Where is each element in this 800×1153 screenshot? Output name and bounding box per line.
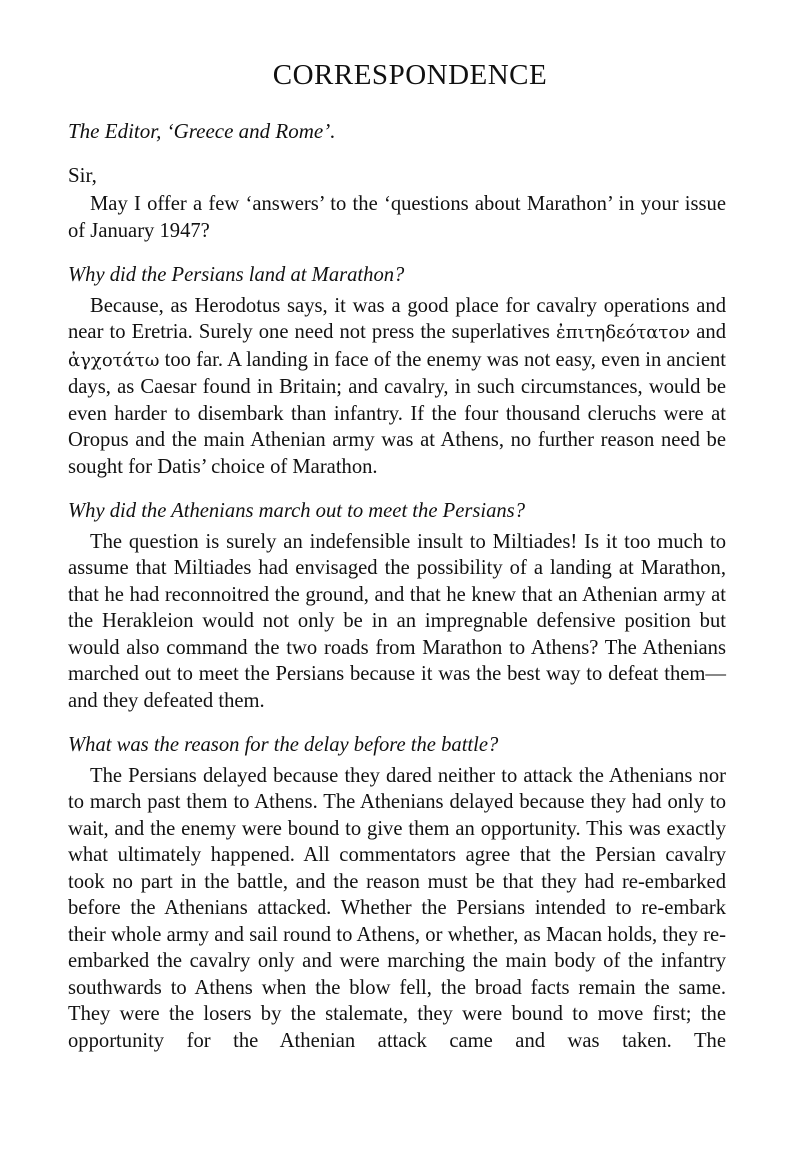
answer-paragraph-3: The Persians delayed because they dared neither to attack the Athenians nor to march past them to Athens. The Athenians delayed because they had only to wait, and the enemy were bound to give them an opportunity. This was exactly what ultimately happened. All commentators agree that the Persian cavalry took no part in the battle, and the reason must be that they had re-embarked before the Athenians attacked. Whether the Persians intended to re-embark their whole army and sail round to Athens, or whether, as Macan holds, they re-embarked the cavalry only and were marching the main body of the infantry southwards to Athens when the blow fell, the broad facts remain the same. They were the losers by the stalemate, they were bound to move first; the opportunity for the Athenian attack came and was taken. The bbox=[68, 764, 726, 1052]
salutation: Sir, bbox=[68, 162, 97, 187]
letter-page bbox=[68, 58, 726, 1054]
question-heading-2: Why did the Athenians march out to meet the Persians? bbox=[68, 500, 525, 523]
intro-paragraph: May I offer a few ‘answers’ to the ‘questions about Marathon’ in your issue of January 1947? bbox=[68, 193, 726, 242]
answer-1-text-c: too far. A landing in face of the enemy was not easy, even in ancient days, as Caesar found in Britain; and cavalry, in such circumstances, would be even harder to disembark than infantry. If the four thousand cleruchs were at Oropus and the main Athenian army was at Athens, no further reason need be sought for Datis’ choice of Marathon. bbox=[68, 348, 726, 478]
greek-word-2: ἀγχοτάτω bbox=[68, 349, 160, 371]
question-heading-1: Why did the Persians land at Marathon? bbox=[68, 264, 405, 287]
question-heading-3: What was the reason for the delay before the battle? bbox=[68, 734, 499, 757]
answer-paragraph-1 bbox=[68, 293, 726, 481]
page-title: CORRESPONDENCE bbox=[272, 59, 548, 91]
addressee: The Editor, ‘Greece and Rome’. bbox=[68, 118, 336, 143]
answer-1-text-b: and bbox=[690, 321, 726, 344]
greek-word-1: ἐπιτηδεότατον bbox=[556, 322, 691, 344]
answer-1-text-a: Because, as Herodotus says, it was a good place for cavalry operations and near to Eretria. Surely one need not press the superlatives bbox=[68, 294, 726, 344]
answer-paragraph-2: The question is surely an indefensible insult to Miltiades! Is it too much to assume that Miltiades had envisaged the possibility of a landing at Marathon, that he had reconnoitred the ground, and that he knew that an Athenian army at the Herakleion would not only be in an impregnable defensive position but would also command the two roads from Marathon to Athens? The Athenians marched out to meet the Persians because it was the best way to defeat them—and they defeated them. bbox=[68, 530, 726, 712]
